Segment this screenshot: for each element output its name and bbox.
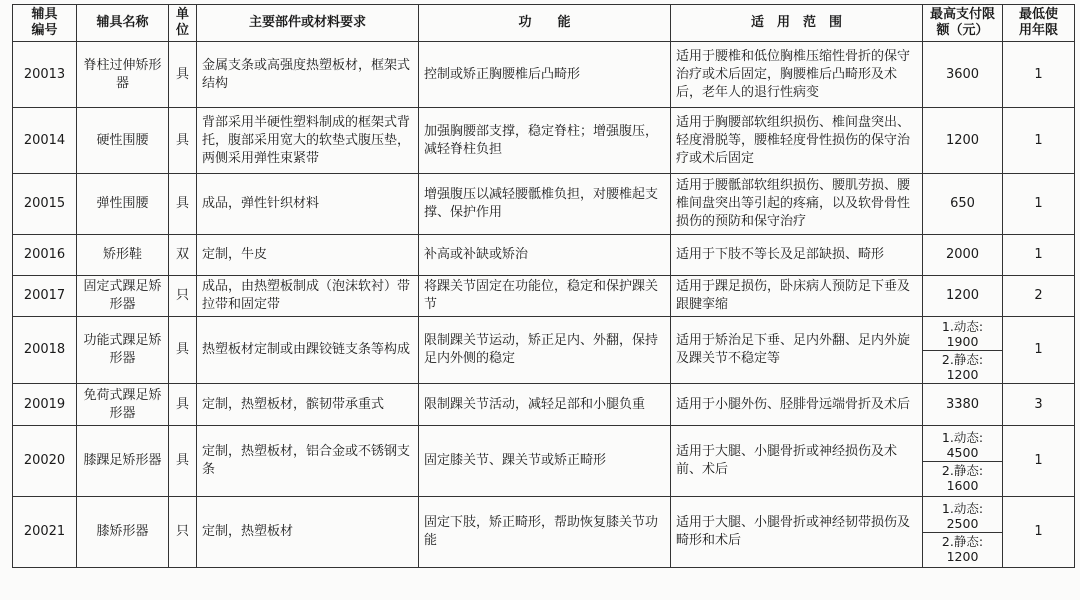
- cell-function: 将踝关节固定在功能位，稳定和保护踝关节: [419, 276, 671, 317]
- cell-materials: 定制，热塑板材: [197, 497, 419, 568]
- table-row: [13, 235, 1075, 276]
- cell-max-pay: 3380: [923, 384, 1003, 426]
- cell-min-years: 3: [1003, 384, 1075, 426]
- cell-scope: 适用于腰椎和低位胸椎压缩性骨折的保守治疗或术后固定，胸腰椎后凸畸形及术后，老年人的退行性病变: [671, 42, 923, 108]
- cell-materials: 背部采用半硬性塑料制成的框架式背托，腹部采用宽大的软垫式腹压垫，两侧采用弹性束紧带: [197, 108, 419, 174]
- cell-max-pay-split: [923, 426, 1003, 497]
- cell-name: 免荷式踝足矫形器: [77, 384, 169, 426]
- cell-materials: 定制，热塑板材，铝合金或不锈钢支条: [197, 426, 419, 497]
- cell-function: 增强腹压以减轻腰骶椎负担，对腰椎起支撑、保护作用: [419, 174, 671, 235]
- price-static: [923, 350, 1002, 383]
- price-dynamic: [923, 318, 1002, 350]
- cell-min-years: 1: [1003, 317, 1075, 384]
- cell-max-pay: 1200: [923, 276, 1003, 317]
- cell-name: 膝踝足矫形器: [77, 426, 169, 497]
- cell-code: 20020: [13, 426, 77, 497]
- cell-unit: 具: [169, 384, 197, 426]
- cell-code: 20021: [13, 497, 77, 568]
- cell-materials: 热塑板材定制或由踝铰链支条等构成: [197, 317, 419, 384]
- cell-function: 控制或矫正胸腰椎后凸畸形: [419, 42, 671, 108]
- cell-max-pay: 2000: [923, 235, 1003, 276]
- price-static-label: 2.静态:: [941, 351, 984, 367]
- header-min-years: 最低使 用年限: [1003, 5, 1075, 42]
- cell-max-pay: 1200: [923, 108, 1003, 174]
- price-static-value: 1200: [946, 548, 979, 564]
- table-row: [13, 174, 1075, 235]
- cell-code: 20015: [13, 174, 77, 235]
- cell-unit: 具: [169, 174, 197, 235]
- cell-min-years: 1: [1003, 235, 1075, 276]
- cell-unit: 具: [169, 426, 197, 497]
- cell-materials: 成品，由热塑板制成（泡沫软衬）带拉带和固定带: [197, 276, 419, 317]
- cell-name: 硬性围腰: [77, 108, 169, 174]
- cell-scope: 适用于大腿、小腿骨折或神经损伤及术前、术后: [671, 426, 923, 497]
- cell-code: 20014: [13, 108, 77, 174]
- cell-function: 加强胸腰部支撑，稳定脊柱；增强腹压，减轻脊柱负担: [419, 108, 671, 174]
- header-max-pay: 最高支付限 额（元）: [923, 5, 1003, 42]
- price-dynamic-value: 4500: [946, 444, 979, 460]
- cell-function: 固定膝关节、踝关节或矫正畸形: [419, 426, 671, 497]
- cell-function: 限制踝关节运动，矫正足内、外翻，保持足内外侧的稳定: [419, 317, 671, 384]
- cell-unit: 具: [169, 108, 197, 174]
- cell-unit: 双: [169, 235, 197, 276]
- cell-name: 功能式踝足矫形器: [77, 317, 169, 384]
- table-row: [13, 276, 1075, 317]
- cell-max-pay-split: [923, 497, 1003, 568]
- cell-name: 矫形鞋: [77, 235, 169, 276]
- price-static-label: 2.静态:: [941, 533, 984, 549]
- cell-min-years: 2: [1003, 276, 1075, 317]
- cell-unit: 只: [169, 497, 197, 568]
- cell-materials: 成品，弹性针织材料: [197, 174, 419, 235]
- cell-materials: 定制，热塑板材，髌韧带承重式: [197, 384, 419, 426]
- price-dynamic: [923, 429, 1002, 461]
- price-dynamic: [923, 500, 1002, 532]
- header-function: 功 能: [419, 5, 671, 42]
- price-static-value: 1600: [946, 477, 979, 493]
- cell-materials: 金属支条或高强度热塑板材，框架式结构: [197, 42, 419, 108]
- cell-function: 补高或补缺或矫治: [419, 235, 671, 276]
- cell-code: 20016: [13, 235, 77, 276]
- cell-scope: 适用于小腿外伤、胫腓骨远端骨折及术后: [671, 384, 923, 426]
- price-dynamic-value: 1900: [946, 333, 979, 349]
- cell-scope: 适用于胸腰部软组织损伤、椎间盘突出、轻度滑脱等，腰椎轻度骨性损伤的保守治疗或术后固定: [671, 108, 923, 174]
- cell-code: 20018: [13, 317, 77, 384]
- table-row: [13, 42, 1075, 108]
- price-static-value: 1200: [946, 366, 979, 382]
- header-code: 辅具 编号: [13, 5, 77, 42]
- table-row: [13, 497, 1075, 568]
- table-row: [13, 384, 1075, 426]
- cell-unit: 具: [169, 317, 197, 384]
- table-row: [13, 317, 1075, 384]
- price-dynamic-label: 1.动态:: [941, 318, 984, 334]
- cell-name: 膝矫形器: [77, 497, 169, 568]
- price-static-label: 2.静态:: [941, 462, 984, 478]
- assistive-devices-table: [12, 4, 1075, 568]
- header-materials: 主要部件或材料要求: [197, 5, 419, 42]
- header-scope: 适 用 范 围: [671, 5, 923, 42]
- cell-materials: 定制，牛皮: [197, 235, 419, 276]
- cell-scope: 适用于矫治足下垂、足内外翻、足内外旋及踝关节不稳定等: [671, 317, 923, 384]
- cell-min-years: 1: [1003, 174, 1075, 235]
- cell-scope: 适用于下肢不等长及足部缺损、畸形: [671, 235, 923, 276]
- price-static: [923, 532, 1002, 565]
- price-dynamic-label: 1.动态:: [941, 500, 984, 516]
- cell-scope: 适用于大腿、小腿骨折或神经韧带损伤及畸形和术后: [671, 497, 923, 568]
- cell-scope: 适用于腰骶部软组织损伤、腰肌劳损、腰椎间盘突出等引起的疼痛，以及软骨骨性损伤的预防和保守治疗: [671, 174, 923, 235]
- cell-min-years: 1: [1003, 108, 1075, 174]
- cell-max-pay: 3600: [923, 42, 1003, 108]
- cell-function: 限制踝关节活动，减轻足部和小腿负重: [419, 384, 671, 426]
- cell-min-years: 1: [1003, 42, 1075, 108]
- cell-code: 20019: [13, 384, 77, 426]
- cell-code: 20013: [13, 42, 77, 108]
- cell-unit: 具: [169, 42, 197, 108]
- cell-name: 脊柱过伸矫形器: [77, 42, 169, 108]
- cell-min-years: 1: [1003, 426, 1075, 497]
- price-dynamic-label: 1.动态:: [941, 429, 984, 445]
- table-header: [13, 5, 1075, 42]
- cell-min-years: 1: [1003, 497, 1075, 568]
- cell-code: 20017: [13, 276, 77, 317]
- price-dynamic-value: 2500: [946, 515, 979, 531]
- cell-name: 固定式踝足矫形器: [77, 276, 169, 317]
- header-unit: 单 位: [169, 5, 197, 42]
- cell-name: 弹性围腰: [77, 174, 169, 235]
- table-body: [13, 42, 1075, 568]
- price-static: [923, 461, 1002, 494]
- header-name: 辅具名称: [77, 5, 169, 42]
- cell-unit: 只: [169, 276, 197, 317]
- cell-function: 固定下肢，矫正畸形，帮助恢复膝关节功能: [419, 497, 671, 568]
- table-row: [13, 108, 1075, 174]
- cell-max-pay: 650: [923, 174, 1003, 235]
- table-row: [13, 426, 1075, 497]
- cell-max-pay-split: [923, 317, 1003, 384]
- header-row: [13, 5, 1075, 42]
- cell-scope: 适用于踝足损伤，卧床病人预防足下垂及跟腱挛缩: [671, 276, 923, 317]
